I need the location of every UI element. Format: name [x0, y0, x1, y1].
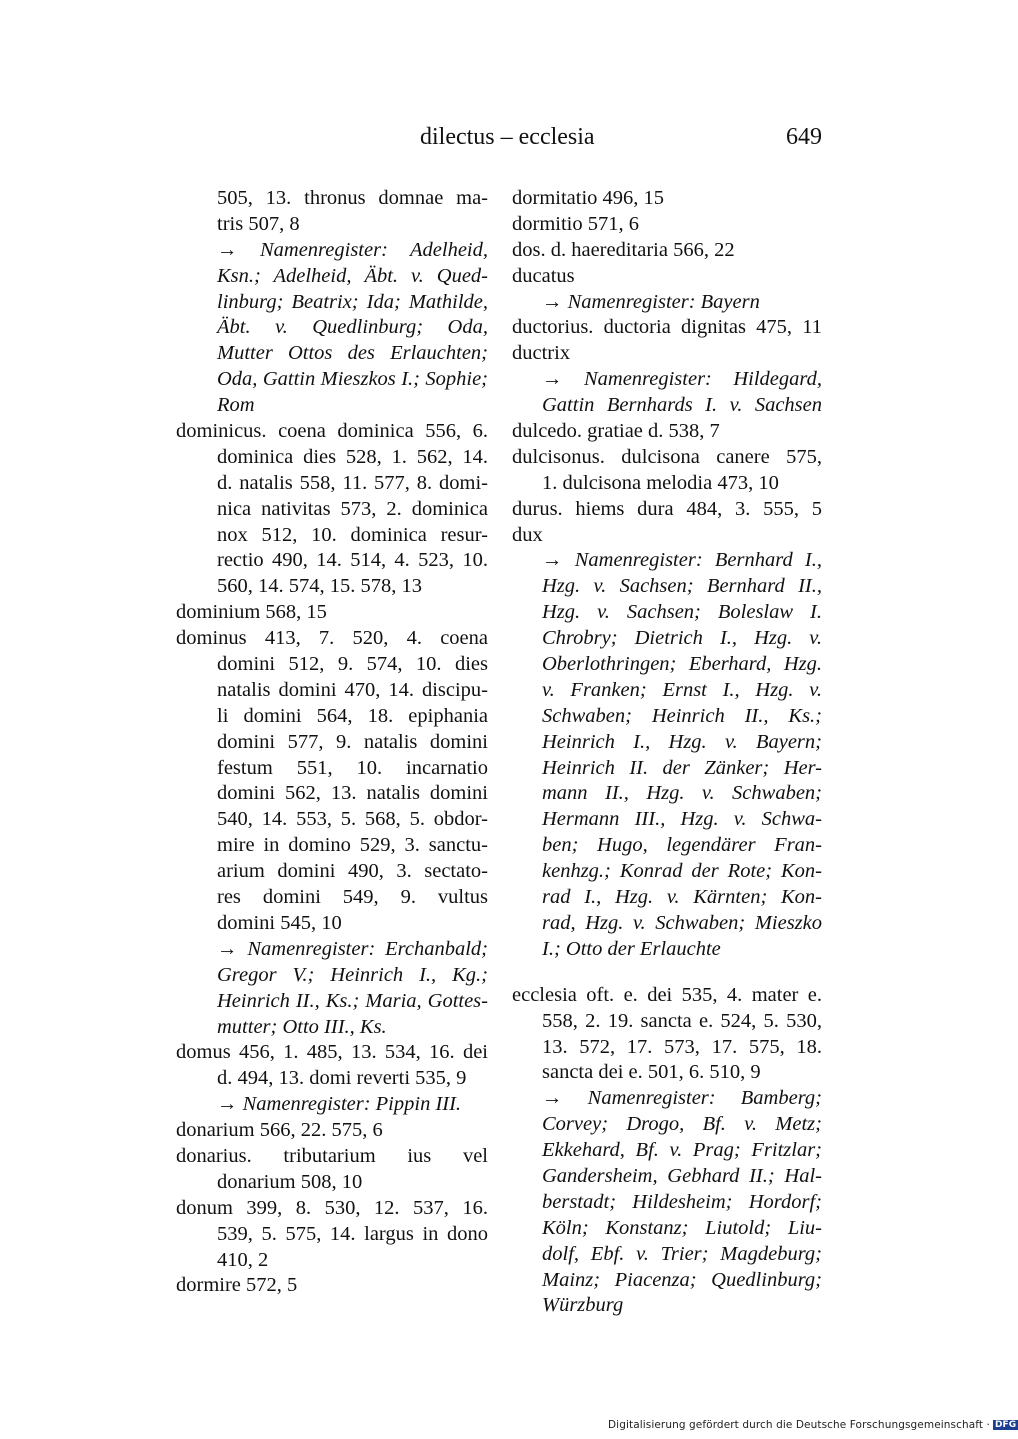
index-entry-line: donarium 566, 22. 575, 6 [176, 1119, 383, 1142]
index-entry-line: dux [512, 523, 543, 546]
cross-reference-line: Ekkehard, Bf. v. Prag; Fritzlar; [542, 1139, 822, 1162]
index-continuation-line: donarium 508, 10 [217, 1170, 363, 1193]
cross-reference-line: Würzburg [542, 1294, 624, 1317]
index-entry-line: dominus 413, 7. 520, 4. coena [176, 627, 488, 650]
index-continuation-line: 558, 2. 19. sancta e. 524, 5. 530, [542, 1009, 822, 1032]
index-continuation-line: res domini 549, 9. vultus [217, 886, 488, 909]
index-entry-line: dominium 568, 15 [176, 601, 327, 624]
index-continuation-line: 505, 13. thronus domnae ma- [217, 187, 488, 209]
index-continuation-line: nica nativitas 573, 2. dominica [217, 497, 488, 520]
cross-reference-line: Corvey; Drogo, Bf. v. Metz; [542, 1113, 822, 1136]
cross-reference-line: → Namenregister: Erchanbald; [217, 937, 488, 960]
index-continuation-line: 560, 14. 574, 15. 578, 13 [217, 575, 422, 598]
cross-reference-line: Ksn.; Adelheid, Äbt. v. Qued- [217, 264, 488, 287]
cross-reference-line: Rom [217, 394, 255, 417]
index-continuation-line: mire in domino 529, 3. sanctu- [217, 834, 488, 857]
index-entry-line: ecclesia oft. e. dei 535, 4. mater e. [512, 983, 822, 1006]
cross-reference-line: I.; Otto der Erlauchte [542, 937, 721, 960]
index-entry-line: dormitio 571, 6 [512, 212, 639, 235]
running-head: dilectus – ecclesia [420, 124, 595, 150]
cross-reference-line: berstadt; Hildesheim; Hordorf; [542, 1190, 822, 1213]
cross-reference-line: Hermann III., Hzg. v. Schwa- [542, 808, 822, 831]
index-continuation-line: 540, 14. 553, 5. 568, 5. obdor- [217, 808, 488, 831]
cross-reference-line: linburg; Beatrix; Ida; Mathilde, [217, 290, 488, 313]
cross-reference-line: dolf, Ebf. v. Trier; Magdeburg; [542, 1242, 822, 1265]
index-continuation-line: 410, 2 [217, 1248, 269, 1271]
cross-reference-line: → Namenregister: Bernhard I., [542, 549, 822, 572]
index-entry-line: donum 399, 8. 530, 12. 537, 16. [176, 1196, 488, 1219]
cross-reference-line: Hzg. v. Sachsen; Boleslaw I. [542, 601, 822, 624]
index-continuation-line: sancta dei e. 501, 6. 510, 9 [542, 1061, 761, 1084]
index-continuation-line: domini 512, 9. 574, 10. dies [217, 653, 488, 676]
index-entry-line: dulcisonus. dulcisona canere 575, [512, 445, 822, 468]
cross-reference-line: → Namenregister: Bamberg; [542, 1087, 822, 1110]
cross-reference-line: Schwaben; Heinrich II., Ks.; [542, 704, 822, 727]
cross-reference-line: Heinrich II., Ks.; Maria, Gottes- [217, 989, 488, 1012]
index-entry-line: ductorius. ductoria dignitas 475, 11 [512, 316, 822, 339]
cross-reference-line: v. Franken; Ernst I., Hzg. v. [542, 678, 822, 701]
cross-reference-line: Hzg. v. Sachsen; Bernhard II., [542, 575, 822, 598]
cross-reference-line: Chrobry; Dietrich I., Hzg. v. [542, 627, 822, 650]
index-continuation-line: domini 562, 13. natalis domini [217, 782, 488, 805]
cross-reference-line: kenhzg.; Konrad der Rote; Kon- [542, 860, 822, 883]
index-continuation-line: 1. dulcisona melodia 473, 10 [542, 471, 779, 494]
index-entry-line: ducatus [512, 264, 575, 287]
cross-reference-line: Oda, Gattin Mieszkos I.; Sophie; [217, 368, 488, 391]
cross-reference-line: Gregor V.; Heinrich I., Kg.; [217, 963, 488, 986]
index-entry-line: dormitatio 496, 15 [512, 187, 665, 209]
index-continuation-line: festum 551, 10. incarnatio [217, 756, 488, 779]
index-continuation-line: natalis domini 470, 14. discipu- [217, 678, 488, 701]
cross-reference-line: mutter; Otto III., Ks. [217, 1015, 387, 1038]
index-continuation-line: nox 512, 10. dominica resur- [217, 523, 488, 546]
index-continuation-line: d. natalis 558, 11. 577, 8. domi- [217, 471, 488, 494]
index-entry-line: ductrix [512, 342, 571, 365]
cross-reference-line: rad, Hzg. v. Schwaben; Mieszko [542, 911, 822, 934]
cross-reference-line: Köln; Konstanz; Liutold; Liu- [542, 1216, 822, 1239]
index-continuation-line: li domini 564, 18. epiphania [217, 704, 488, 727]
index-continuation-line: dominica dies 528, 1. 562, 14. [217, 445, 488, 468]
page-number: 649 [786, 124, 822, 150]
cross-reference-line: Oberlothringen; Eberhard, Hzg. [542, 653, 822, 676]
index-entry-line: dulcedo. gratiae d. 538, 7 [512, 420, 720, 443]
index-entry-line: donarius. tributarium ius vel [176, 1144, 488, 1167]
cross-reference-line: Heinrich II. der Zänker; Her- [542, 756, 822, 779]
index-entry-line: dormire 572, 5 [176, 1274, 298, 1297]
cross-reference-line: Gandersheim, Gebhard II.; Hal- [542, 1164, 822, 1187]
dfg-logo: DFG [994, 1420, 1017, 1430]
entry-gap [512, 963, 822, 983]
cross-reference-line: Gattin Bernhards I. v. Sachsen [542, 394, 822, 417]
right-column [512, 186, 822, 1319]
index-continuation-line: rectio 490, 14. 514, 4. 523, 10. [217, 549, 488, 572]
cross-reference-line: → Namenregister: Hildegard, [542, 368, 822, 391]
index-entry-line: domus 456, 1. 485, 13. 534, 16. dei [176, 1041, 488, 1064]
cross-reference-line: Mutter Ottos des Erlauchten; [217, 342, 488, 365]
cross-reference-line: Heinrich I., Hzg. v. Bayern; [542, 730, 822, 753]
cross-reference-line: → Namenregister: Adelheid, [217, 238, 488, 261]
index-continuation-line: 13. 572, 17. 573, 17. 575, 18. [542, 1035, 822, 1058]
footer-credit [608, 1419, 1018, 1431]
index-continuation-line: domini 545, 10 [217, 911, 342, 934]
index-continuation-line: arium domini 490, 3. sectato- [217, 860, 488, 883]
cross-reference-line: → Namenregister: Pippin III. [217, 1093, 462, 1116]
cross-reference-line: Äbt. v. Quedlinburg; Oda, [217, 316, 488, 339]
index-continuation-line: 539, 5. 575, 14. largus in dono [217, 1222, 488, 1245]
index-entry-line: durus. hiems dura 484, 3. 555, 5 [512, 497, 822, 520]
cross-reference-line: mann II., Hzg. v. Schwaben; [542, 782, 822, 805]
cross-reference-line: ben; Hugo, legendärer Fran- [542, 834, 822, 857]
cross-reference-line: rad I., Hzg. v. Kärnten; Kon- [542, 886, 822, 909]
footer-text: Digitalisierung gefördert durch die Deutsche Forschungsgemeinschaft · [608, 1419, 990, 1431]
left-column [176, 186, 488, 1299]
index-entry-line: dos. d. haereditaria 566, 22 [512, 238, 735, 261]
index-continuation-line: d. 494, 13. domi reverti 535, 9 [217, 1067, 467, 1090]
index-entry-line: dominicus. coena dominica 556, 6. [176, 420, 488, 443]
cross-reference-line: Mainz; Piacenza; Quedlinburg; [542, 1268, 822, 1291]
cross-reference-line: → Namenregister: Bayern [542, 290, 760, 313]
index-continuation-line: domini 577, 9. natalis domini [217, 730, 488, 753]
index-continuation-line: tris 507, 8 [217, 212, 300, 235]
